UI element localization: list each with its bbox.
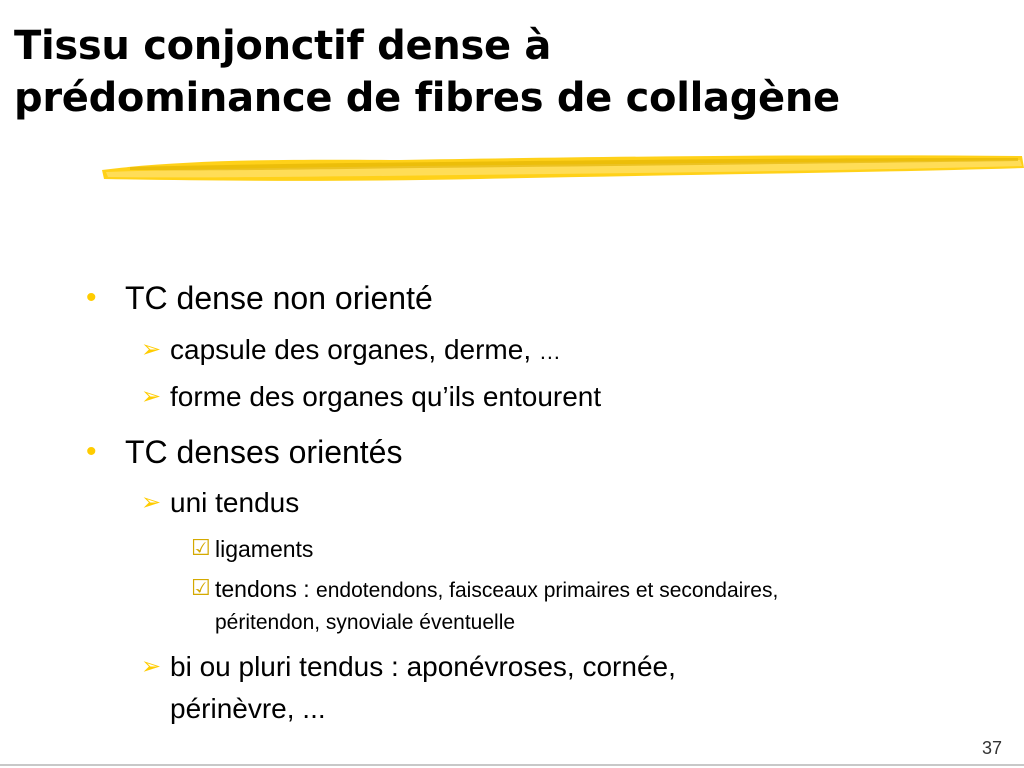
sub-sub-bullet-continuation	[215, 606, 515, 638]
sub-bullet-continuation	[170, 693, 326, 725]
arrow-bullet-icon: ➢	[141, 383, 162, 410]
arrow-bullet-icon: ➢	[141, 336, 162, 363]
sub-bullet-text: forme des organes qu’ils entourent	[170, 381, 602, 412]
sub-bullet-text-continued: périnèvre, ...	[170, 693, 326, 724]
sub-bullet-text: bi ou pluri tendus : aponévroses, cornée,	[170, 651, 676, 682]
sub-sub-bullet-detail: endotendons, faisceaux primaires et secondaires,	[316, 579, 779, 602]
sub-bullet-text: uni tendus	[170, 487, 300, 518]
bullet-dot-icon: •	[86, 281, 97, 314]
sub-sub-bullet-text	[215, 574, 778, 606]
page-number: 37	[981, 738, 1002, 758]
arrow-bullet-icon: ➢	[141, 489, 162, 516]
bullet-text: TC denses orientés	[125, 434, 403, 470]
checkbox-bullet-icon: ☑	[191, 535, 211, 560]
checkbox-bullet-icon: ☑	[191, 575, 211, 600]
bullet-dot-icon: •	[86, 435, 97, 468]
bottom-divider	[0, 764, 1024, 766]
bullet-text: TC dense non orienté	[125, 280, 433, 316]
sub-bullet-text	[170, 334, 561, 368]
arrow-bullet-icon: ➢	[141, 653, 162, 680]
sub-sub-bullet-text: ligaments	[215, 536, 314, 562]
sub-sub-bullet-detail-continued: péritendon, synoviale éventuelle	[215, 611, 516, 634]
sub-bullet-ellipsis: …	[538, 339, 561, 364]
slide-title-line-1: Tissu conjonctif dense à	[14, 23, 552, 69]
slide-title-line-2: prédominance de fibres de collagène	[14, 75, 840, 121]
sub-bullet-text-main: capsule des organes, derme,	[170, 334, 532, 365]
sub-sub-bullet-label: tendons :	[215, 576, 310, 602]
